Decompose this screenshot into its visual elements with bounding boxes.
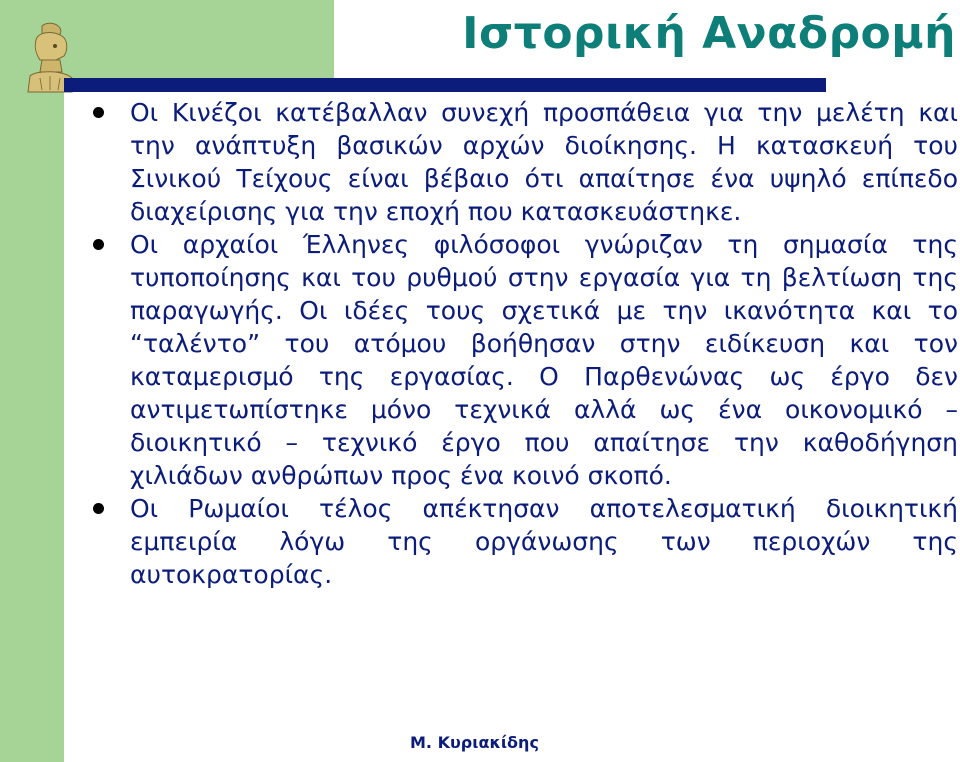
bullet-item-chinese: [88, 96, 958, 228]
bullet-item-romans: [88, 492, 958, 591]
bullet-list: [88, 96, 958, 591]
slide-title: Ιστορική Αναδρομή: [462, 8, 956, 59]
bullet-item-greeks: [88, 228, 958, 492]
footer-author: Μ. Κυριακίδης: [410, 733, 539, 752]
bullet-dot-icon: [93, 107, 104, 118]
bullet-dot-icon: [93, 503, 104, 514]
bullet-text: Οι Κινέζοι κατέβαλλαν συνεχή προσπάθεια για την μελέτη και την ανάπτυξη βασικών αρχών διοίκησης. Η κατασκευή του Σινικού Τείχους είναι βέβαιο ότι απαίτησε ένα υψηλό επίπεδο διαχείρισης για την εποχή που κατασκευάστηκε.: [130, 98, 958, 226]
bullet-dot-icon: [93, 239, 104, 250]
bullet-text: Οι Ρωμαίοι τέλος απέκτησαν αποτελεσματική διοικητική εμπειρία λόγω της οργάνωσης των περιοχών της αυτοκρατορίας.: [130, 494, 958, 589]
left-green-band: [0, 0, 64, 762]
title-underline-bar: [64, 78, 826, 92]
bullet-text: Οι αρχαίοι Έλληνες φιλόσοφοι γνώριζαν τη σημασία της τυποποίησης και του ρυθμού στην εργασία για τη βελτίωση της παραγωγής. Οι ιδέες τους σχετικά με την ικανότητα και το “ταλέντο” του ατόμου βοήθησαν στην ειδίκευση και τον καταμερισμό της εργασίας. Ο Παρθενώνας ως έργο δεν αντιμετωπίστηκε μόνο τεχνικά αλλά ως ένα οικονομικό – διοικητικό – τεχνικό έργο που απαίτησε την καθοδήγηση χιλιάδων ανθρώπων προς ένα κοινό σκοπό.: [130, 230, 958, 490]
